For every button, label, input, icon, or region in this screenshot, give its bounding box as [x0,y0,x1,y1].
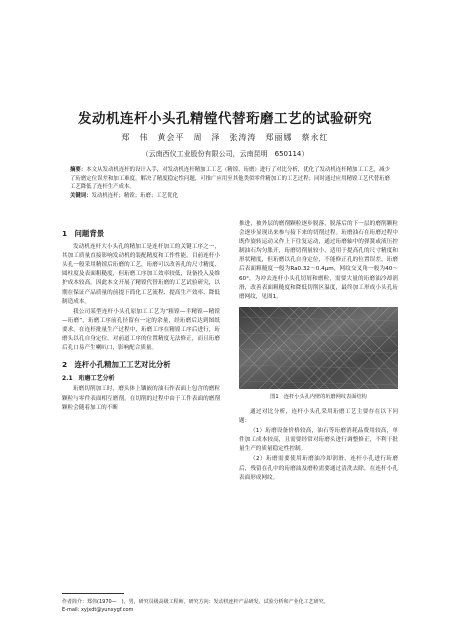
honing-texture-figure [239,307,398,389]
author-footnote [62,598,398,614]
keywords-line [70,192,390,201]
author-affiliation: （云南西仪工业股份有限公司，云南昆明 650114） [141,150,309,158]
honing-crosshatch-image [239,307,398,389]
footnote-divider [62,593,124,594]
abstract-paragraph [70,166,390,192]
keywords-label: 关键词： [70,192,92,199]
section-2-heading: 2 连杆小孔精加工工艺对比分析 [62,360,171,370]
body-paragraph: 推进，被外层的磨削颗粒逐步脱落，脱落后的下一层的磨削颗粒会逐步显现出来参与接下来的切削过程。珩磨油石在珩磨过程中既作旋转运动又作上下往复运动，通过珩磨轴中的弹簧或液压控制油石均匀胀开，珩磨切削量较小，适用于提高孔的尺寸精度和形状精度，但珩磨以孔自身定位，不能修正孔的位置误差，珩磨后表面粗糙度一般为Ra0.32～0.4μm，网纹交叉角一般为40～60°，为冲去连杆小头孔切屑和磨粒，需要大量的珩磨油冷却润滑，改善表面粗糙度和降低切削区温度，最终加工形成小头孔珩磨网纹，见图1。 [239,221,398,300]
body-paragraph: 通过对比分析，连杆小头孔采用珩磨工艺主要存在以下问题： [239,408,398,425]
abstract-label: 摘要： [70,167,87,173]
body-paragraph: 我公司某型连杆小头孔原加工工艺为“粗镗—半精镗—精镗—珩磨”，珩磨工序前孔径留有一定的余量，经珩磨后达到图纸要求。在连杆批量生产过程中，珩磨工序在精镗工序后进行，珩磨头以孔自身定位，对前道工序的位置精度无法修正，而且珩磨后孔口易产生喇叭口，影响配合质量。 [62,308,220,352]
figure-caption: 图1 连杆小头孔内壁的珩磨网纹表面结构 [270,393,367,400]
body-paragraph: 发动机连杆大小头孔的精加工是连杆加工的关键工序之一，其加工质量直接影响发动机的装配精度和工作性能。目前连杆小头孔一般采用精镗后珩磨的工艺，珩磨可以改善孔的尺寸精度、圆柱度及表面粗糙度，但珩磨工序加工效率较低，设备投入及维护成本较高。因此本文开展了精镗代替珩磨的工艺试验研究，以期在保证产品质量的前提下简化工艺流程、提高生产效率、降低制造成本。 [62,244,220,305]
body-paragraph: 珩磨切削加工时，磨头体上镶嵌的油石作表面上包含的磨粒颗粒与零件表面相互磨削。在切削的过程中由于工件表面的磨削颗粒会随着加工的不断 [62,386,220,411]
author-list: 郑 伟 黄会平 周 泽 张涛涛 郑丽娜 蔡永红 [121,133,329,142]
body-paragraph: （1）珩磨设备价格较高，油石等珩磨消耗品费用较高，单件加工成本较高，且需要经常对珩磨头进行调整修正，不利于批量生产的质量稳定性控制。 [239,428,398,453]
abstract-block [70,166,390,200]
body-paragraph: （2）珩磨需要使用珩磨油冷却润滑，连杆小孔进行珩磨后，残留在孔中的珩磨油及磨粒需要通过清洗去除，在连杆小孔表面形成网纹。 [239,456,398,481]
keywords-text: 发动机连杆；精镗；珩磨；工艺优化 [91,192,178,199]
left-column [62,222,220,414]
abstract-text: 本文从发动机连杆的设计入手，对发动机连杆精加工工艺（精镗、珩磨）进行了对比分析，优化了发动机连杆精加工工艺，减少了珩磨定位误差和加工难度，解决了精度稳定性问题，可推广应用至其他类似零件精加工的工艺过程；同时通过应用精镗工艺代替珩磨工艺降低了连杆生产成本。 [70,167,390,191]
paper-title: 发动机连杆小头孔精镗代替珩磨工艺的试验研究 [78,111,372,127]
right-column [239,220,398,484]
footnote-bio: 作者简介：郑伟(1970— )，男，研究员级高级工程师，研究方向：发动机连杆产品研发、试验分析和产业化工艺研究。 [62,599,329,605]
subsection-2-1-heading: 2.1 珩磨工艺分析 [62,375,115,383]
footnote-email: E-mail: xyjxdt@yunxygf.com [62,607,134,613]
section-1-heading: 1 问题背景 [62,229,105,238]
